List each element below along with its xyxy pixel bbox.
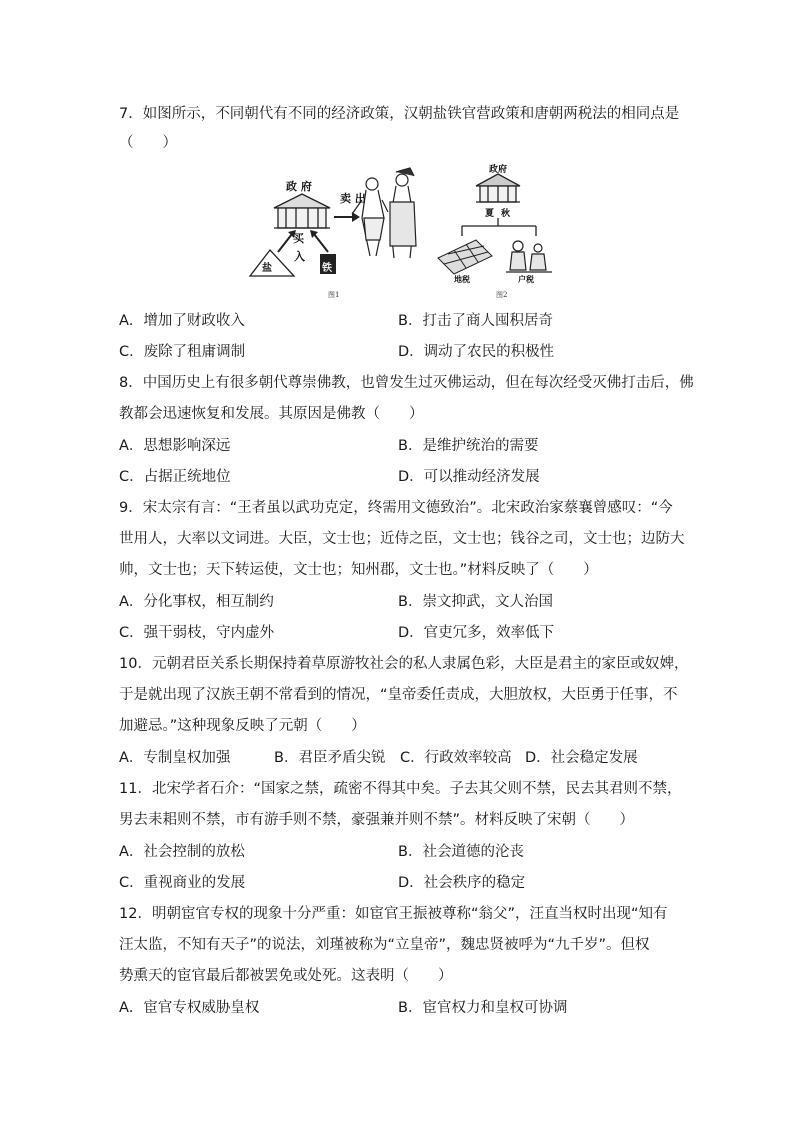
q10-option-c: C．行政效率较高 (400, 750, 512, 766)
q9-stem-line-2: 世用人，大率以文词进。大臣，文士也；近侍之臣，文士也；钱谷之司，文士也；边防大 (119, 531, 685, 547)
fig1-label-salt: 盐 (262, 263, 272, 274)
fig1-label-buy: 买 (293, 232, 304, 245)
q10-stem-line-2: 于是就出现了汉族王朝不常看到的情况，“皇帝委任责成，大胆放权，大臣勇于任事，不 (119, 687, 678, 703)
fig1-label-government: 政 府 (286, 180, 312, 193)
q12-stem-line-1: 12．明朝宦官专权的现象十分严重：如宦官王振被尊称“翁父”，汪直当权时出现“知有 (119, 906, 668, 922)
figure-2-illustration (432, 160, 562, 305)
q11-stem-line-1: 11．北宋学者石介：“国家之禁，疏密不得其中矣。子去其父则不禁，民去其君则不禁， (119, 781, 682, 797)
q10-stem-line-3: 加避忌。”这种现象反映了元朝（ ） (119, 718, 366, 734)
q7-stem-line-1: 7．如图所示，不同朝代有不同的经济政策，汉朝盐铁官营政策和唐朝两税法的相同点是 (119, 106, 680, 122)
q8-option-c: C．占据正统地位 (119, 469, 231, 485)
fig1-label-in: 入 (294, 250, 305, 263)
fig1-label-sell: 卖 出 (340, 192, 366, 205)
q7-option-d: D．调动了农民的积极性 (398, 344, 555, 360)
q8-stem-line-1: 8．中国历史上有很多朝代尊崇佛教，也曾发生过灭佛运动，但在每次经受灭佛打击后，佛 (119, 375, 694, 391)
q9-option-a: A．分化事权，相互制约 (119, 594, 274, 610)
q7-option-a: A．增加了财政收入 (119, 313, 245, 329)
q9-stem-line-1: 9．宋太宗有言：“王者虽以武功克定，终需用文德致治”。北宋政治家蔡襄曾感叹：“今 (119, 500, 673, 516)
q10-option-b: B．君臣矛盾尖锐 (274, 750, 386, 766)
q11-option-d: D．社会秩序的稳定 (398, 875, 526, 891)
q11-option-c: C．重视商业的发展 (119, 875, 246, 891)
q12-stem-line-2: 汪太监，不知有天子”的说法，刘瑾被称为“立皇帝”，魏忠贤被呼为“九千岁”。但权 (119, 937, 650, 953)
figure-1-salt-iron-monopoly (244, 160, 434, 305)
q9-option-b: B．崇文抑武，文人治国 (398, 594, 553, 610)
figure-1-illustration (244, 160, 434, 305)
q9-option-d: D．官吏冗多，效率低下 (398, 625, 555, 641)
q11-stem-line-2: 男去耒耜则不禁，市有游手则不禁，豪强兼并则不禁”。材料反映了宋朝（ ） (119, 812, 635, 828)
q10-stem-line-1: 10．元朝君臣关系长期保持着草原游牧社会的私人隶属色彩，大臣是君主的家臣或奴婢， (119, 656, 689, 672)
fig2-label-autumn: 秋 (501, 209, 511, 219)
q8-option-b: B．是维护统治的需要 (398, 438, 539, 454)
q7-option-c: C．废除了租庸调制 (119, 344, 246, 360)
fig2-label-summer: 夏 (485, 209, 495, 219)
q8-option-a: A．思想影响深远 (119, 438, 231, 454)
q10-option-d: D．社会稳定发展 (525, 750, 638, 766)
q11-option-b: B．社会道德的沦丧 (398, 844, 524, 860)
q11-option-a: A．社会控制的放松 (119, 844, 245, 860)
q12-option-b: B．宦官权力和皇权可协调 (398, 1000, 568, 1016)
figure-2-two-tax-system (432, 160, 562, 305)
fig2-label-land-tax: 地税 (454, 275, 470, 284)
q7-stem-line-2: （ ） (119, 135, 177, 151)
q9-option-c: C．强干弱枝，守内虚外 (119, 625, 275, 641)
q10-option-a: A．专制皇权加强 (119, 750, 231, 766)
q12-stem-line-3: 势熏天的宦官最后都被罢免或处死。这表明（ ） (119, 968, 453, 984)
q12-option-a: A．宦官专权威胁皇权 (119, 1000, 260, 1016)
q7-option-b: B．打击了商人囤积居奇 (398, 313, 553, 329)
fig1-label-iron: 铁 (322, 263, 332, 274)
q8-stem-line-2: 教都会迅速恢复和发展。其原因是佛教（ ） (119, 406, 424, 422)
fig1-caption: 图1 (328, 291, 340, 299)
fig2-caption: 图2 (496, 291, 508, 299)
fig2-label-household-tax: 户税 (518, 275, 534, 284)
q8-option-d: D．可以推动经济发展 (398, 469, 540, 485)
fig2-label-government: 政府 (489, 165, 508, 175)
q9-stem-line-3: 帅，文士也；天下转运使，文士也；知州郡，文士也。”材料反映了（ ） (119, 562, 598, 578)
